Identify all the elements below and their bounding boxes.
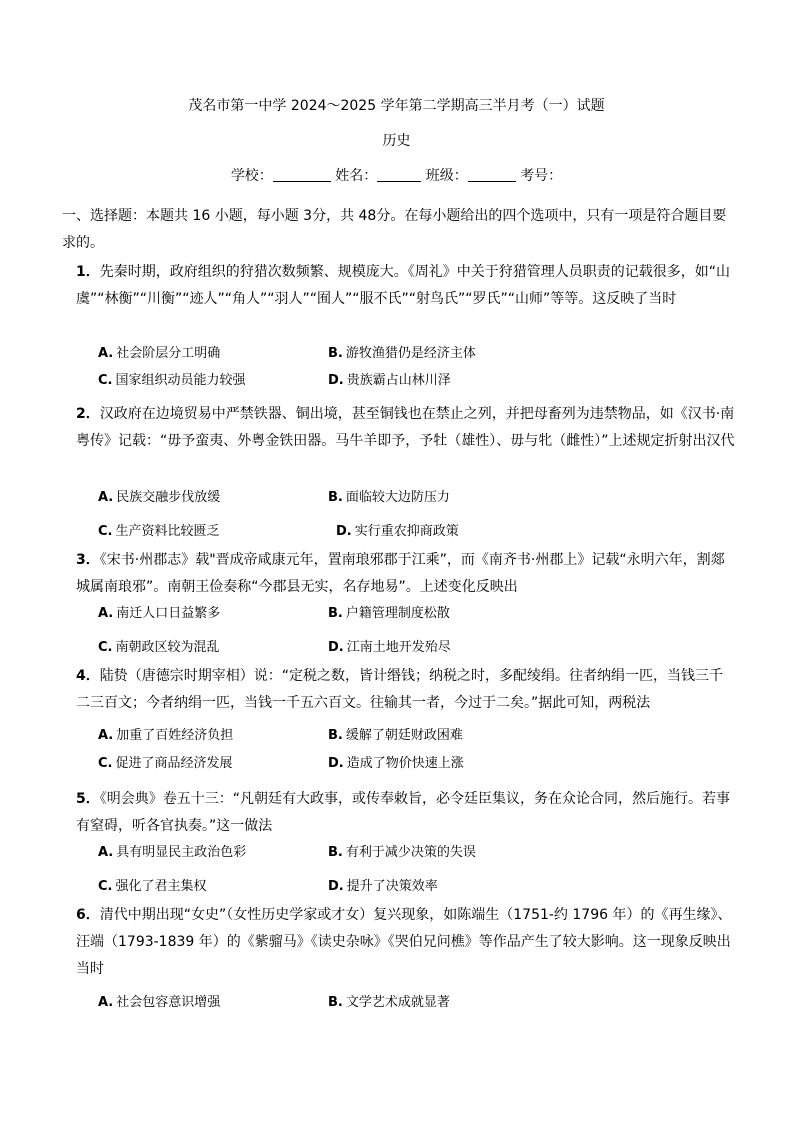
option-b[interactable]: B. 面临较大边防压力 <box>328 490 450 505</box>
option-a[interactable]: A. 民族交融步伐放缓 <box>98 490 221 505</box>
option-a[interactable]: A. 社会包容意识增强 <box>98 995 221 1010</box>
school-blank <box>273 167 331 182</box>
question-stem: 先秦时期，政府组织的狩猎次数频繁、规模庞大。《周礼》中关于狩猎管理人员职责的记载很多，如“山虞”“林衡”“川衡”“迹人”“角人”“羽人”“囿人”“服不氏”“射鸟氏”“罗氏”“山师”等等。这反映了当时 <box>76 264 731 307</box>
option-a[interactable]: A. 加重了百姓经济负担 <box>98 728 234 743</box>
question-1 <box>76 259 736 313</box>
class-label: 班级： <box>425 168 468 184</box>
question-number: 2． <box>76 406 100 422</box>
question-3 <box>76 547 736 601</box>
option-a[interactable]: A. 具有明显民主政治色彩 <box>98 845 247 860</box>
exam-no-label: 考号： <box>520 168 563 184</box>
option-a[interactable]: A. 社会阶层分工明确 <box>98 346 221 361</box>
option-c[interactable]: C. 促进了商品经济发展 <box>98 756 233 771</box>
question-number: 6． <box>76 907 100 923</box>
option-b[interactable]: B. 游牧渔猎仍是经济主体 <box>328 346 476 361</box>
class-blank <box>468 167 516 182</box>
question-5 <box>76 786 736 840</box>
question-stem: 陆贽（唐德宗时期宰相）说：“定税之数，皆计缗钱；纳税之时，多配绫绢。往者纳绢一匹，当钱三千二三百文；今者纳绢一匹，当钱一千五六百文。往输其一者，今过于二矣。”据此可知，两税法 <box>76 668 724 711</box>
section-instructions: 一、选择题：本题共 16 小题，每小题 3分，共 48分。在每小题给出的四个选项中，只有一项是符合题目要求的。 <box>62 208 727 251</box>
option-c[interactable]: C. 强化了君主集权 <box>98 879 207 894</box>
option-c[interactable]: C. 南朝政区较为混乱 <box>98 640 220 655</box>
question-2 <box>76 401 736 455</box>
question-stem: 《明会典》卷五十三：“凡朝廷有大政事，或传奉敕旨，必令廷臣集议，务在众论合同，然后施行。若事有窒碍，听各官执奏。”这一做法 <box>76 791 731 834</box>
name-blank <box>377 167 421 182</box>
option-c[interactable]: C. 国家组织动员能力较强 <box>98 373 246 388</box>
option-d[interactable]: D. 实行重农抑商政策 <box>336 524 459 539</box>
question-4 <box>76 663 736 717</box>
question-number: 4． <box>76 668 100 684</box>
question-stem: 清代中期出现“女史”（女性历史学家或才女）复兴现象，如陈端生（1751-约 1796 年）的《再生缘》、汪端（1793-1839 年）的《紫骝马》《读史杂咏》《哭伯兄问樵》等作品产生了较大影响。这一现象反映出当时 <box>76 907 732 977</box>
question-number: 5． <box>76 791 100 807</box>
option-d[interactable]: D. 提升了决策效率 <box>328 879 438 894</box>
option-a[interactable]: A. 南迁人口日益繁多 <box>98 606 221 621</box>
school-label: 学校： <box>230 168 273 184</box>
question-number: 1． <box>76 264 100 280</box>
question-stem: 《宋书·州郡志》载"晋成帝咸康元年，置南琅邪郡于江乘”，而《南齐书·州郡上》记载“永明六年，割郯城属南琅邪”。南朝王俭奏称“今郡县无实，名存地易”。上述变化反映出 <box>76 552 725 595</box>
option-c[interactable]: C. 生产资料比较匮乏 <box>98 524 220 539</box>
exam-title: 茂名市第一中学 2024～2025 学年第二学期高三半月考（一）试题 <box>188 98 605 114</box>
option-b[interactable]: B. 文学艺术成就显著 <box>328 995 450 1010</box>
subject-title: 历史 <box>382 133 411 149</box>
question-number: 3． <box>76 552 100 568</box>
name-label: 姓名： <box>335 168 378 184</box>
option-b[interactable]: B. 户籍管理制度松散 <box>328 606 450 621</box>
student-info-line <box>0 166 793 186</box>
question-6 <box>76 902 736 983</box>
option-d[interactable]: D. 造成了物价快速上涨 <box>328 756 464 771</box>
option-d[interactable]: D. 贵族霸占山林川泽 <box>328 373 451 388</box>
option-d[interactable]: D. 江南土地开发殆尽 <box>328 640 451 655</box>
option-b[interactable]: B. 缓解了朝廷财政困难 <box>328 728 463 743</box>
question-stem: 汉政府在边境贸易中严禁铁器、铜出境，甚至铜钱也在禁止之列，并把母畜列为违禁物品，如《汉书·南粤传》记载：“毋予蛮夷、外粤金铁田器。马牛羊即予，予牡（雄性）、毋与牝（雌性）”上述规定折射出汉代 <box>76 406 735 449</box>
option-b[interactable]: B. 有利于减少决策的失误 <box>328 845 476 860</box>
